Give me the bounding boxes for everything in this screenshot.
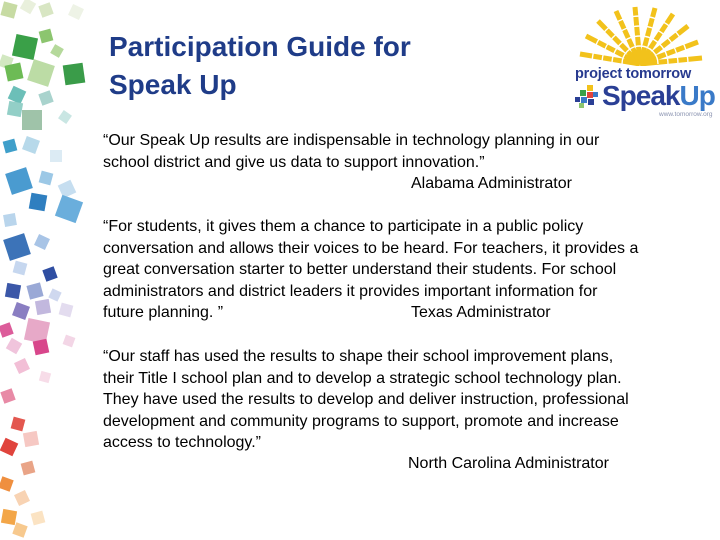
quote-3-text: “Our staff has used the results to shape their school improvement plans, their Title I school plan and to develop a strategic school technology plan. They have used the results to develop and deliver instruction, professional development and community programs to support, promote and increase access to technology.” [103, 348, 629, 451]
logo-url: www.tomorrow.org [659, 111, 713, 118]
decorative-square-mosaic [0, 0, 100, 540]
quote-2-attribution: Texas Administrator [411, 304, 551, 321]
quote-3-attribution: North Carolina Administrator [408, 455, 609, 472]
quote-1-text: “Our Speak Up results are indispensable in technology planning in our school district and give us data to support innovation.” [103, 132, 600, 171]
project-tomorrow-speakup-logo [572, 6, 715, 120]
slide-title-line-2: Speak Up [109, 69, 237, 100]
logo-brand-prefix: Speak [602, 80, 680, 111]
logo-org-name: project tomorrow [575, 66, 692, 82]
pixel-mosaic-icon [575, 84, 599, 108]
sunburst-icon [572, 6, 708, 66]
logo-brand-name [602, 80, 715, 112]
slide-title [109, 28, 549, 104]
slide-title-line-1: Participation Guide for [109, 31, 411, 62]
quote-1-attribution: Alabama Administrator [411, 175, 572, 192]
quote-2-text: “For students, it gives them a chance to participate in a public policy conversation and allows their voices to be heard. For teachers, it provides a great conversation starter to better understand their students. For school administrators and district leaders it provides important information for future planning. ” [103, 218, 639, 321]
logo-brand-suffix: Up [679, 80, 715, 111]
